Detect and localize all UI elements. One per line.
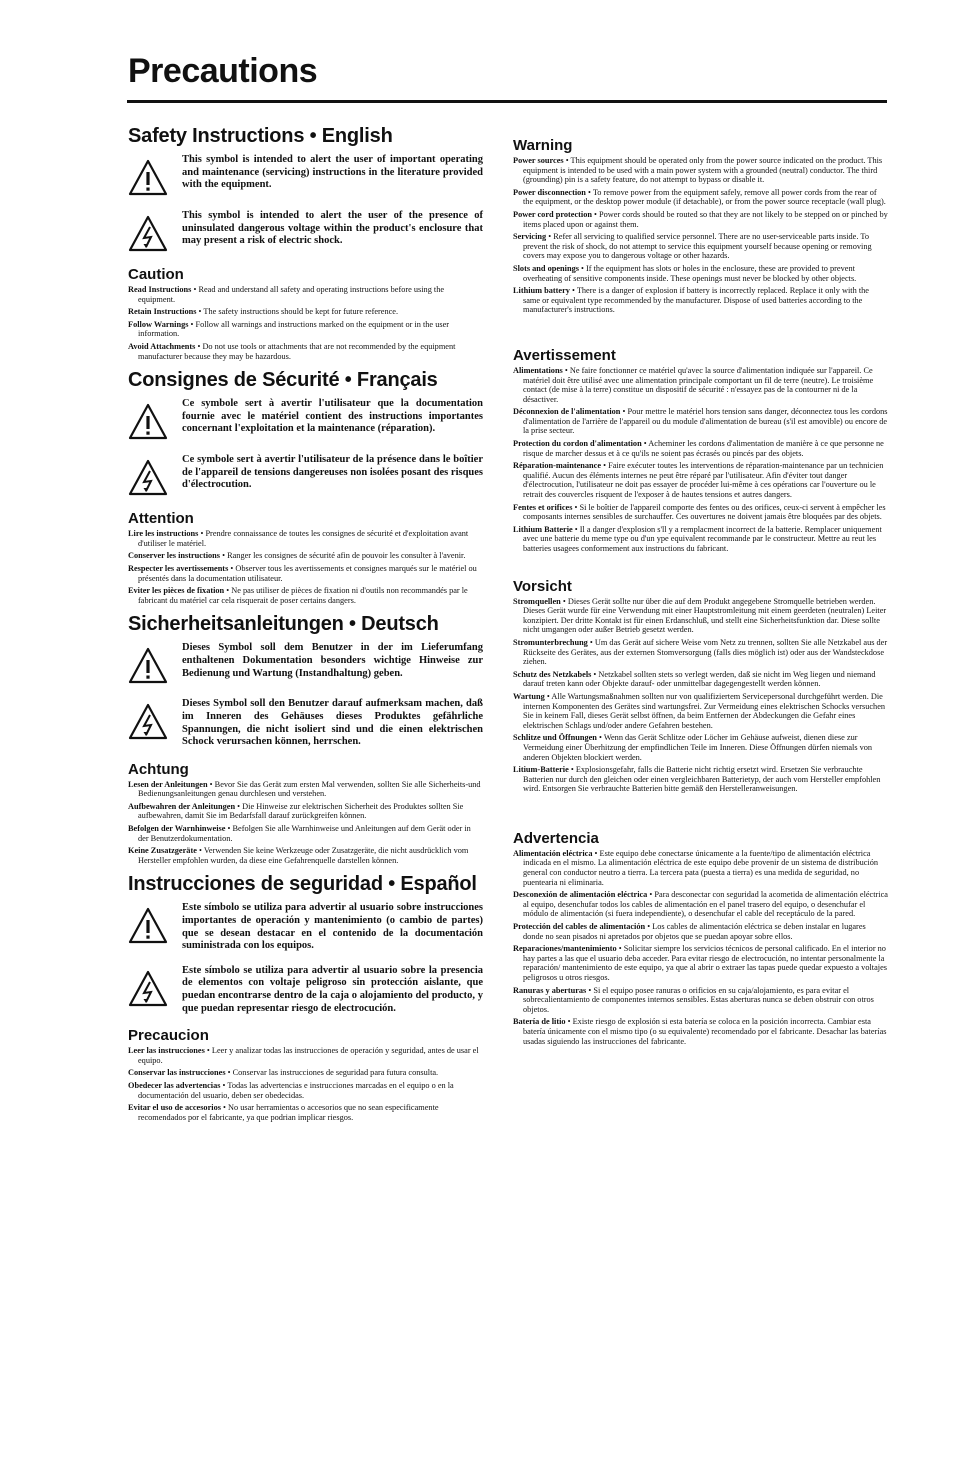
warning-item: Lithium Batterie • Il a danger d'explosion s'll y a remplacment incorrect de la batterie. Remplacer uniquement avec une batterie du meme type ou d'un ype equivalent recommande par le constructeur. Mettre au reut les batteries usagees conformement aux instructions du fabricant. xyxy=(513,524,882,553)
item-term: Stromquellen xyxy=(513,596,561,606)
page-title: Precautions xyxy=(128,52,318,90)
instruction-item: Read Instructions • Read and understand all safety and operating instructions before using the equipment. xyxy=(128,285,445,304)
safety-section xyxy=(128,873,483,1122)
item-text: Follow all warnings and instructions marked on the equipment or in the user information. xyxy=(138,319,450,339)
item-text: Solicitar siempre los servicios técnicos de personal calificado. En el interior no hay partes a las que el usuario deba acceder. Para evitar riesgo de electrocución, no intentar personalmente la reparación/ mantenimiento de este equipo, ya que al abrir o extraer las tapas puede quedar expuesto a voltajes peligrosos u otros riesgos. xyxy=(523,944,887,982)
section-title: Safety Instructions • English xyxy=(128,125,393,147)
item-text: Explosionsgefahr, falls die Batterie nicht richtig ersetzt wird. Ersetzen Sie verbrauchte Batterien nur durch den gleichen oder einen vergleichbaren Batterietyp, der auch vom Hersteller empfohlen wird. Entsorgen Sie verbrauchte Batterien bitte gemäß den Herstelleranweisungen. xyxy=(523,765,881,794)
item-term: Evitar el uso de accesorios xyxy=(128,1103,221,1113)
symbol-row-caution xyxy=(128,902,483,952)
item-term: Power disconnection xyxy=(513,187,586,197)
instruction-item: Retain Instructions • The safety instructions should be kept for future reference. xyxy=(128,307,399,317)
symbol-description: Ce symbole sert à avertir l'utilisateur de la présence dans le boîtier de l'appareil de tensions dangereuses non isolées posant des risques d'électrocution. xyxy=(182,454,483,491)
warning-item: Alimentations • Ne faire fonctionner ce matériel qu'avec la source d'alimentation indiquée sur l'appareil. Ce matériel doit être utilisé avec une alimentation principale comportant un fil de terre (neutre). Le troisième contact (de mise à la terre) constitue un dispositif de sécurité : n'essayez pas de la contourner ni de la désactiver. xyxy=(513,365,874,404)
symbol-description: This symbol is intended to alert the user of important operating and maintenance (servicing) instructions in the literature provided with the equipment. xyxy=(182,154,483,191)
item-term: Déconnexion de l'alimentation xyxy=(513,407,621,417)
instruction-item: Evitar el uso de accesorios • No usar herramientas o accesorios que no sean especificamente recomendados por el fabricante, ya que podrian implicar riesgos. xyxy=(128,1103,439,1122)
warning-item: Schutz des Netzkabels • Netzkabel sollten stets so verlegt werden, daß sie nicht im Weg liegen und niemand darauf treten kann oder Objekte darauf- oder unmittelbar dagegengestellt werden können. xyxy=(513,669,876,689)
sub-heading: Precaucion xyxy=(128,1027,209,1045)
warning-item: Wartung • Alle Wartungsmaßnahmen sollten nur von qualifiziertem Servicepersonal durchgeführt werden. Die internen Komponenten des Gerätes sind wartungsfrei. Zur Vermeidung eines elektrischen Schocks versuchen Sie in keinem Fall, dieses Gerät selbst öffnen, da beim Entfernen der Abdeckungen die Gefahr eines elektrischen Schlags und/oder andere Gefahren bestehen. xyxy=(513,691,886,730)
instruction-item: Conservar las instrucciones • Conservar las instrucciones de seguridad para futura consulta. xyxy=(128,1068,439,1078)
item-text: Do not use tools or attachments that are not recommended by the equipment manufacturer because they may be hazardous. xyxy=(138,341,456,361)
item-term: Lithium battery xyxy=(513,286,570,296)
warning-item: Power cord protection • Power cords should be routed so that they are not likely to be stepped on or pinched by items placed upon or against them. xyxy=(513,209,888,229)
lightning-triangle-icon xyxy=(128,458,168,498)
warning-item: Protección del cables de alimentación • Los cables de alimentación eléctrica se deben instalar en lugares donde no sean pisados ni apretados por objetos que se puedan apoyar sobre ellos. xyxy=(513,922,866,941)
sub-heading: Advertencia xyxy=(513,829,599,847)
item-term: Eviter les pièces de fixation xyxy=(128,586,225,596)
item-term: Schutz des Netzkabels xyxy=(513,669,592,679)
item-term: Ranuras y aberturas xyxy=(513,985,587,995)
item-text: Para desconectar con seguridad la acometida de alimentación eléctrica al equipo, desenchufar todos los cables de alimentación en el panel trasero del equipo, o desenchufar el módulo de alimentación (si fuera independiente), o desenchufar el cable del receptáculo de la pared. xyxy=(523,890,888,919)
item-text: Si el equipo posee ranuras o orificios en su caja/alojamiento, es para evitar el sobrecalientamiento de componentes internos sensibles. Estas aberturas nunca se deben obstruir con otros objetos. xyxy=(523,985,874,1014)
warning-item: Schlitze und Öffnungen • Wenn das Gerät Schlitze oder Löcher im Gehäuse aufweist, dienen diese zur Vermeidung einer Überhitzung der empfindlichen Teile im Inneren. Diese Öffnungen dürfen niemals von anderen Objekten blockiert werden. xyxy=(513,733,873,762)
item-term: Retain Instructions xyxy=(128,307,197,317)
warning-item: Power sources • This equipment should be operated only from the power source indicated on the product. This equipment is intended to be used with a main power system with a grounded (neutral) conductor. The third (grounding) pin is a safety feature, do not attempt to bypass or disable it. xyxy=(513,156,883,185)
item-term: Wartung xyxy=(513,691,545,701)
section-title: Instrucciones de seguridad • Español xyxy=(128,873,477,896)
item-text: Il a danger d'explosion s'll y a remplacment incorrect de la batterie. Remplacer uniquement avec une batterie du meme type ou d'un ype equivalent recommande par le constructeur. Mettre au reut les batteries usagees conformement aux instructions du fabricant. xyxy=(523,524,882,553)
instruction-item: Keine Zusatzgeräte • Verwenden Sie keine Werkzeuge oder Zusatzgeräte, die nicht ausdrücklich vom Hersteller empfohlen wurden, da diese eine Gefahrenquelle darstellen können. xyxy=(128,846,469,865)
item-term: Alimentación eléctrica xyxy=(513,848,593,858)
warning-item: Protection du cordon d'alimentation • Acheminer les cordons d'alimentation de manière à ce que personne ne risque de marcher dessus et à ce qu'ils ne soient pas écrasés ou pincés par des objets. xyxy=(513,439,884,458)
item-term: Protection du cordon d'alimentation xyxy=(513,439,642,449)
warning-triangle-icon xyxy=(128,906,168,946)
sub-heading: Attention xyxy=(128,510,194,528)
symbol-description: Este símbolo se utiliza para advertir al usuario sobre la presencia de elementos con voltaje peligroso sin protección aislante, que puedan encontrarse dentro de la caja o alojamiento del producto, y que puedan representar riesgo de electrocución. xyxy=(182,964,483,1014)
item-text: Leer y analizar todas las instrucciones de operación y seguridad, antes de usar el equipo. xyxy=(138,1046,479,1065)
item-text: Verwenden Sie keine Werkzeuge oder Zusatzgeräte, die nicht ausdrücklich vom Hersteller empfohlen wurden, da diese eine Gefahrenquelle darstellen können. xyxy=(138,846,469,865)
warning-triangle-icon xyxy=(128,402,168,442)
sub-heading: Caution xyxy=(128,266,184,283)
item-term: Alimentations xyxy=(513,365,563,375)
item-term: Keine Zusatzgeräte xyxy=(128,846,197,856)
item-text: Faire exécuter toutes les interventions de réparation-maintenance par un technicien qualifié. Aucun des éléments internes ne peut être réparé par l'utilisateur. Afin d'éviter tout danger d'électrocution, l'utilisateur ne doit pas essayer de procéder lui-même à ces opérations car l'ouverture ou le retrait des couvercles risquent de l'exposer à de hautes tensions et autres dangers. xyxy=(523,461,884,500)
title-rule xyxy=(127,100,887,103)
warning-item: Servicing • Refer all servicing to qualified service personnel. There are no user-serviceable parts inside. To prevent the risk of shock, do not attempt to service this equipment yourself because opening or removing covers may expose you to dangerous voltage or other hazards. xyxy=(513,232,872,261)
sub-heading: Vorsicht xyxy=(513,577,572,595)
item-text: This equipment should be operated only from the power source indicated on the product. This equipment is intended to be used with a main power system with a grounded (neutral) conductor. The third (grounding) pin is a safety feature, do not attempt to bypass or disable it. xyxy=(523,156,883,185)
item-text: Power cords should be routed so that they are not likely to be stepped on or pinched by items placed upon or against them. xyxy=(523,209,888,229)
instruction-item: Lire les instructions • Prendre connaissance de toutes les consignes de sécurité et d'exploitation avant d'utiliser le matériel. xyxy=(128,529,469,548)
warning-triangle-icon xyxy=(128,646,168,686)
symbol-row-caution xyxy=(128,642,483,686)
left-column xyxy=(128,125,483,1130)
lightning-triangle-icon xyxy=(128,702,168,742)
sub-heading: Achtung xyxy=(128,760,189,778)
warning-item: Réparation-maintenance • Faire exécuter toutes les interventions de réparation-maintenance par un technicien qualifié. Aucun des éléments internes ne peut être réparé par l'utilisateur. Afin d'éviter tout danger d'électrocution, l'utilisateur ne doit pas essayer de procéder lui-même à ces opérations car l'ouverture ou le retrait des couvercles risquent de l'exposer à de hautes tensions et autres dangers. xyxy=(513,461,884,500)
item-term: Conserver les instructions xyxy=(128,551,221,561)
item-term: Schlitze und Öffnungen xyxy=(513,733,597,743)
symbol-description: Dieses Symbol soll den Benutzer darauf aufmerksam machen, daß im Inneren des Gehäuses dieses Produktes gefährliche Spannungen, die nicht isoliert sind und die einen elektrischen Schock verursachen können, herrschen. xyxy=(182,698,483,748)
warning-item: Fentes et orifices • Si le boîtier de l'appareil comporte des fentes ou des orifices, ceux-ci servent à empêcher les composants internes sensibles de surchauffer. Ces ouvertures ne doivent jamais être bloquées par des objets. xyxy=(513,502,886,522)
item-text: If the equipment has slots or holes in the enclosure, these are provided to prevent overheating of sensitive components inside. These openings must never be blocked by other objects. xyxy=(523,263,857,283)
instruction-item: Avoid Attachments • Do not use tools or attachments that are not recommended by the equipment manufacturer because they may be hazardous. xyxy=(128,341,456,361)
item-text: Ne faire fonctionner ce matériel qu'avec la source d'alimentation indiquée sur l'appareil. Ce matériel doit être utilisé avec une alimentation principale comportant un fil de terre (neutre). Le troisième contact (de mise à la terre) constitue un dispositif de sécurité : n'essayez pas de la contourner ni de la désactiver. xyxy=(523,365,874,404)
item-text: Este equipo debe conectarse únicamente a la fuente/tipo de alimentación eléctrica indicada en el mismo. La alimentación eléctrica de este equipo debe provenir de un sistema de distribución general con conductor neutro a tierra. La tercera pata (puesta a tierra) es una medida de seguridad, no puentearia ni eliminaria. xyxy=(523,848,879,887)
item-text: Pour mettre le matériel hors tension sans danger, déconnectez tous les cordons d'alimentation de l'arrière de l'appareil ou du module d'alimentation de bureau (s'il est amovible) ou encore de la prise secteur. xyxy=(523,407,888,436)
warning-triangle-icon xyxy=(128,158,168,198)
item-term: Aufbewahren der Anleitungen xyxy=(128,801,236,811)
item-term: Servicing xyxy=(513,232,547,242)
item-term: Fentes et orifices xyxy=(513,502,573,512)
warning-item: Litium-Batterie • Explosionsgefahr, falls die Batterie nicht richtig ersetzt wird. Ersetzen Sie verbrauchte Batterien nur durch den gleichen oder einen vergleichbaren Batterietyp, der auch vom Hersteller empfohlen wird. Entsorgen Sie verbrauchte Batterien bitte gemäß den Herstelleranweisungen. xyxy=(513,765,881,794)
item-term: Follow Warnings xyxy=(128,319,189,329)
instruction-item: Conserver les instructions • Ranger les consignes de sécurité afin de pouvoir les consulter à l'avenir. xyxy=(128,551,466,561)
item-text: Acheminer les cordons d'alimentation de manière à ce que personne ne risque de marcher dessus et à ce qu'ils ne soient pas écrasés ou pincés par des objets. xyxy=(523,439,884,458)
symbol-description: Este símbolo se utiliza para advertir al usuario sobre instrucciones importantes de operación y mantenimiento (o cambio de partes) que se desean destacar en el contenido de la documentación suministrada con los equipos. xyxy=(182,902,483,952)
item-term: Batería de litio xyxy=(513,1017,566,1027)
warning-item: Desconexión de alimentación eléctrica • Para desconectar con seguridad la acometida de alimentación eléctrica al equipo, desenchufar todos los cables de alimentación en el panel trasero del equipo, o desenchufar el módulo de alimentación (si fuera independiente), o desenchufar el cable del receptáculo de la pared. xyxy=(513,890,888,919)
symbol-row-caution xyxy=(128,398,483,442)
warning-item: Déconnexion de l'alimentation • Pour mettre le matériel hors tension sans danger, déconnectez tous les cordons d'alimentation de l'arrière de l'appareil ou du module d'alimentation de bureau (s'il est amovible) ou encore de la prise secteur. xyxy=(513,407,888,436)
item-term: Obedecer las advertencias xyxy=(128,1080,221,1090)
item-text: Alle Wartungsmaßnahmen sollten nur von qualifiziertem Servicepersonal durchgeführt werden. Die internen Komponenten des Gerätes sind wartungsfrei. Zur Vermeidung eines elektrischen Schocks versuchen Sie in keinem Fall, dieses Gerät selbst öffnen, da beim Entfernen der Abdeckungen die Gefahr eines elektrischen Schlags und/oder andere Gefahren bestehen. xyxy=(523,691,886,730)
item-term: Réparation-maintenance xyxy=(513,461,602,471)
instruction-item: Respecter les avertissements • Observer tous les avertissements et consignes marqués sur le matériel ou présentés dans la documentation utilisateur. xyxy=(128,563,477,583)
item-term: Reparaciones/mantenimiento xyxy=(513,944,617,954)
item-term: Stromunterbrechung xyxy=(513,637,588,647)
item-term: Litium-Batterie xyxy=(513,765,569,775)
item-text: Prendre connaissance de toutes les consignes de sécurité et d'exploitation avant d'utiliser le matériel. xyxy=(138,529,469,548)
item-text: Ranger les consignes de sécurité afin de pouvoir les consulter à l'avenir. xyxy=(227,551,466,561)
item-text: To remove power from the equipment safely, remove all power cords from the rear of the equipment, or the desktop power module (if detachable), or from the power source receptacle (wall plug). xyxy=(523,187,886,207)
item-text: Ne pas utiliser de pièces de fixation ni d'outils non recommandés par le fabricant du matériel car cela risquerait de poser certains dangers. xyxy=(138,586,468,605)
lightning-triangle-icon xyxy=(128,969,168,1009)
section-title: Consignes de Sécurité • Français xyxy=(128,369,438,392)
warning-section xyxy=(513,137,888,315)
item-text: The safety instructions should be kept for future reference. xyxy=(203,307,399,317)
symbol-description: Dieses Symbol soll dem Benutzer in der im Lieferumfang enthaltenen Dokumentation besonders wichtige Hinweise zur Bedienung und Wartung (Instandhaltung) geben. xyxy=(182,642,483,679)
item-term: Power sources xyxy=(513,156,564,165)
item-term: Respecter les avertissements xyxy=(128,563,229,573)
item-text: Si le boîtier de l'appareil comporte des fentes ou des orifices, ceux-ci servent à empêcher les composants internes sensibles de surchauffer. Ces ouvertures ne doivent jamais être bloquées par des objets. xyxy=(523,502,886,522)
item-term: Avoid Attachments xyxy=(128,341,196,351)
warning-section xyxy=(513,347,888,554)
symbol-row-shock xyxy=(128,698,483,748)
instruction-item: Follow Warnings • Follow all warnings and instructions marked on the equipment or in the user information. xyxy=(128,319,450,339)
safety-section xyxy=(128,369,483,605)
instruction-item: Lesen der Anleitungen • Bevor Sie das Gerät zum ersten Mal verwenden, sollten Sie alle Sicherheits-und Bedienungsanleitungen genau durchlesen und verstehen. xyxy=(128,779,481,799)
warning-section xyxy=(513,830,888,1046)
item-term: Desconexión de alimentación eléctrica xyxy=(513,890,648,900)
warning-item: Stromunterbrechung • Um das Gerät auf sichere Weise vom Netz zu trennen, sollten Sie alle Netzkabel aus der Rückseite des Gerätes, aus der externen Stomversorgung (falls dies möglich ist) oder aus der Wandsteckdose ziehen. xyxy=(513,637,888,667)
symbol-row-caution xyxy=(128,154,483,198)
safety-section xyxy=(128,125,483,361)
item-text: Existe riesgo de explosión si esta batería se coloca en la posición incorrecta. Cambiar esta batería únicamente con el mismo tipo (o su equivalente) recomendado por el fabricante. Desachar las baterías usadas siguiendo las instrucciones del fabricante. xyxy=(523,1017,887,1046)
item-term: Lire les instructions xyxy=(128,529,199,539)
item-text: Read and understand all safety and operating instructions before using the equipment. xyxy=(138,285,445,304)
sub-heading: Warning xyxy=(513,137,573,154)
item-text: Um das Gerät auf sichere Weise vom Netz zu trennen, sollten Sie alle Netzkabel aus der Rückseite des Gerätes, aus der externen Stomversorgung (falls dies möglich ist) oder aus der Wandsteckdose ziehen. xyxy=(523,637,888,667)
safety-section xyxy=(128,613,483,865)
symbol-description: Ce symbole sert à avertir l'utilisateur que la documentation fournie avec le matériel contient des instructions importantes concernant l'exploitation et la maintenance (réparation). xyxy=(182,398,483,435)
instruction-item: Aufbewahren der Anleitungen • Die Hinweise zur elektrischen Sicherheit des Produktes sollten Sie aufbewahren, damit Sie im Bedarfsfall darauf zurückgreifen können. xyxy=(128,801,464,821)
item-term: Read Instructions xyxy=(128,285,192,294)
item-text: Bevor Sie das Gerät zum ersten Mal verwenden, sollten Sie alle Sicherheits-und Bedienungsanleitungen genau durchlesen und verstehen. xyxy=(138,779,481,799)
item-text: Los cables de alimentación eléctrica se deben instalar en lugares donde no sean pisados ni apretados por objetos que se puedan apoyar sobre ellos. xyxy=(523,922,866,941)
item-text: Todas las advertencias e instrucciones marcadas en el equipo o en la documentación del usuario, deben ser obedecidas. xyxy=(138,1080,454,1100)
warning-item: Slots and openings • If the equipment has slots or holes in the enclosure, these are provided to prevent overheating of sensitive components inside. These openings must never be blocked by other objects. xyxy=(513,263,857,283)
symbol-description: This symbol is intended to alert the user of the presence of uninsulated dangerous voltage within the product's enclosure that may present a risk of electric shock. xyxy=(182,210,483,247)
instruction-item: Eviter les pièces de fixation • Ne pas utiliser de pièces de fixation ni d'outils non recommandés par le fabricant du matériel car cela risquerait de poser certains dangers. xyxy=(128,586,468,605)
warning-item: Batería de litio • Existe riesgo de explosión si esta batería se coloca en la posición incorrecta. Cambiar esta batería únicamente con el mismo tipo (o su equivalente) recomendado por el fabricante. Desachar las baterías usadas siguiendo las instrucciones del fabricante. xyxy=(513,1017,887,1046)
warning-item: Reparaciones/mantenimiento • Solicitar siempre los servicios técnicos de personal calificado. En el interior no hay partes a las que el usuario deba acceder. Para evitar riesgo de electrocución, no intentar personalmente la reparación/ mantenimiento de este equipo, ya que al abrir o extraer las tapas puede quedar expuesto a voltajes peligrosos u otros riesgos. xyxy=(513,944,887,982)
item-term: Power cord protection xyxy=(513,209,592,219)
right-column xyxy=(513,125,888,1054)
instruction-item: Befolgen der Warnhinweise • Befolgen Sie alle Warnhinweise und Anleitungen auf dem Gerät oder in der Benutzerdokumentation. xyxy=(128,824,471,843)
item-term: Befolgen der Warnhinweise xyxy=(128,824,226,834)
warning-item: Ranuras y aberturas • Si el equipo posee ranuras o orificios en su caja/alojamiento, es para evitar el sobrecalientamiento de componentes internos sensibles. Estas aberturas nunca se deben obstruir con otros objetos. xyxy=(513,985,874,1014)
item-term: Slots and openings xyxy=(513,263,579,273)
section-title: Sicherheitsanleitungen • Deutsch xyxy=(128,613,439,636)
item-text: Netzkabel sollten stets so verlegt werden, daß sie nicht im Weg liegen und niemand darauf treten kann oder Objekte darauf- oder unmittelbar dagegengestellt werden können. xyxy=(523,669,876,689)
item-text: Wenn das Gerät Schlitze oder Löcher im Gehäuse aufweist, dienen diese zur Vermeidung einer Überhitzung der empfindlichen Teile im Inneren. Diese Öffnungen dürfen niemals von anderen Objekten blockiert werden. xyxy=(523,733,873,762)
item-text: Dieses Gerät sollte nur über die auf dem Produkt angegebene Stromquelle betrieben werden. Dieses Gerät wurde für eine Verwendung mit einer Hauptstromleitung mit einem geerdeten (neutralen) Leiter konzipiert. Der dritte Kontakt ist für einen Erdanschluß, und stellt eine Sicherheitsfunktion dar. Diese sollte nicht umgangen oder außer Betrieb gesetzt werden. xyxy=(523,596,887,635)
symbol-row-shock xyxy=(128,965,483,1015)
item-text: No usar herramientas o accesorios que no sean especificamente recomendados por el fabricante, ya que podrian implicar riesgos. xyxy=(138,1103,439,1122)
symbol-row-shock xyxy=(128,210,483,254)
item-term: Lesen der Anleitungen xyxy=(128,779,208,789)
item-text: There is a danger of explosion if battery is incorrectly replaced. Replace it only with the same or equivalent type recommended by the manufacturer. Dispose of used batteries according to the manufacturer's instructions. xyxy=(523,286,869,315)
item-text: Die Hinweise zur elektrischen Sicherheit des Produktes sollten Sie aufbewahren, damit Sie im Bedarfsfall darauf zurückgreifen können. xyxy=(138,801,464,821)
sub-heading: Avertissement xyxy=(513,346,616,364)
item-text: Befolgen Sie alle Warnhinweise und Anleitungen auf dem Gerät oder in der Benutzerdokumentation. xyxy=(138,824,471,843)
item-text: Conservar las instrucciones de seguridad para futura consulta. xyxy=(232,1068,439,1078)
warning-item: Stromquellen • Dieses Gerät sollte nur über die auf dem Produkt angegebene Stromquelle betrieben werden. Dieses Gerät wurde für eine Verwendung mit einer Hauptstromleitung mit einem geerdeten (neutralen) Leiter konzipiert. Der dritte Kontakt ist für einen Erdanschluß, und stellt eine Sicherheitsfunktion dar. Diese sollte nicht umgangen oder außer Betrieb gesetzt werden. xyxy=(513,596,887,635)
instruction-item: Obedecer las advertencias • Todas las advertencias e instrucciones marcadas en el equipo o en la documentación del usuario, deben ser obedecidas. xyxy=(128,1080,454,1100)
warning-item: Alimentación eléctrica • Este equipo debe conectarse únicamente a la fuente/tipo de alimentación eléctrica indicada en el mismo. La alimentación eléctrica de este equipo debe provenir de un sistema de distribución general con conductor neutro a tierra. La tercera pata (puesta a tierra) es una medida de seguridad, no puentearia ni eliminaria. xyxy=(513,848,879,887)
symbol-row-shock xyxy=(128,454,483,498)
item-term: Conservar las instrucciones xyxy=(128,1068,226,1078)
lightning-triangle-icon xyxy=(128,214,168,254)
item-term: Leer las instrucciones xyxy=(128,1046,205,1056)
warning-item: Lithium battery • There is a danger of explosion if battery is incorrectly replaced. Replace it only with the same or equivalent type recommended by the manufacturer. Dispose of used batteries according to the manufacturer's instructions. xyxy=(513,286,869,315)
warning-section xyxy=(513,578,888,794)
warning-item: Power disconnection • To remove power from the equipment safely, remove all power cords from the rear of the equipment, or the desktop power module (if detachable), or from the power source receptacle (wall plug). xyxy=(513,187,886,207)
item-text: Refer all servicing to qualified service personnel. There are no user-serviceable parts inside. To prevent the risk of shock, do not attempt to service this equipment yourself because opening or removing covers may expose you to dangerous voltage or other hazards. xyxy=(523,232,872,261)
item-term: Protección del cables de alimentación xyxy=(513,922,646,932)
item-text: Observer tous les avertissements et consignes marqués sur le matériel ou présentés dans la documentation utilisateur. xyxy=(138,563,477,583)
instruction-item: Leer las instrucciones • Leer y analizar todas las instrucciones de operación y seguridad, antes de usar el equipo. xyxy=(128,1046,479,1065)
item-term: Lithium Batterie xyxy=(513,524,573,534)
